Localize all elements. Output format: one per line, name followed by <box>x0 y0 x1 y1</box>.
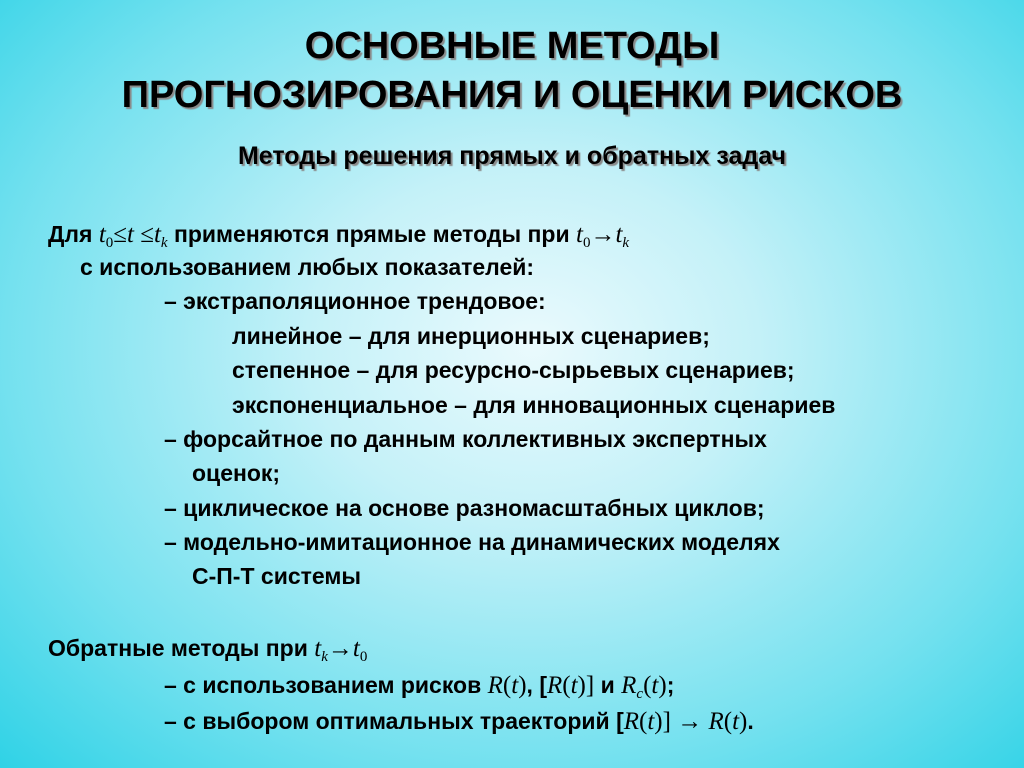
inverse-trajectories <box>164 706 754 737</box>
t-symbol: t <box>732 708 740 735</box>
risks-prefix: – с использованием рисков <box>164 672 488 698</box>
method-cyclic: – циклическое на основе разномасштабных циклов; <box>164 495 765 521</box>
t-symbol: t <box>615 221 623 248</box>
zero-subscript: 0 <box>105 235 114 251</box>
open-paren: ( <box>643 672 652 699</box>
method-extrapolation: – экстраполяционное трендовое: <box>164 288 546 314</box>
t-symbol: t <box>576 221 583 248</box>
arrow-symbol: → <box>327 635 353 662</box>
title-line-2: ПРОГНОЗИРОВАНИЯ И ОЦЕНКИ РИСКОВ <box>121 74 903 116</box>
close-paren: ) <box>577 672 586 699</box>
k-subscript: k <box>622 235 630 251</box>
r-symbol: R <box>708 708 724 735</box>
open-paren: ( <box>562 672 571 699</box>
t-symbol: t <box>647 708 655 735</box>
inverse-prefix: Обратные методы при <box>48 635 315 661</box>
inverse-risks <box>164 670 674 709</box>
t-symbol: t <box>352 635 360 662</box>
and-word: и <box>594 672 622 698</box>
k-subscript: k <box>321 649 328 665</box>
direct-prefix: Для <box>48 221 99 247</box>
r-symbol: R <box>623 708 640 735</box>
t-symbol: t <box>127 221 134 248</box>
method-linear: линейное – для инерционных сценариев; <box>232 323 710 349</box>
t-symbol: t <box>314 635 322 662</box>
le-symbol: ≤ <box>140 221 154 248</box>
inverse-methods-intro <box>48 633 367 672</box>
t-symbol: t <box>570 672 578 699</box>
close-bracket: ] <box>662 708 671 735</box>
semicolon: ; <box>666 672 675 698</box>
zero-subscript: 0 <box>359 649 368 665</box>
slide-title <box>0 22 1024 120</box>
comma: , <box>526 672 540 698</box>
arrow-symbol: → <box>670 708 709 735</box>
r-symbol: R <box>487 672 503 699</box>
method-power: степенное – для ресурсно-сырьевых сценариев; <box>232 357 795 383</box>
zero-subscript: 0 <box>582 235 591 251</box>
k-subscript: k <box>160 235 168 251</box>
le-symbol: ≤ <box>113 221 127 248</box>
close-paren: ) <box>654 708 663 735</box>
close-paren: ) <box>739 708 748 735</box>
method-exponential: экспоненциальное – для инновационных сценариев <box>232 392 836 418</box>
method-modeling-2: С-П-Т системы <box>192 563 362 589</box>
close-paren: ) <box>658 672 667 699</box>
t-symbol: t <box>651 672 659 699</box>
t-symbol: t <box>98 221 106 248</box>
close-paren: ) <box>518 672 527 699</box>
method-foresight-2: оценок; <box>192 460 281 486</box>
r-symbol: R <box>546 672 563 699</box>
slide-subtitle: Методы решения прямых и обратных задач <box>237 142 787 170</box>
open-bracket: [ <box>539 672 547 698</box>
trajectories-prefix: – с выбором оптимальных траекторий <box>164 708 617 734</box>
t-symbol: t <box>511 672 519 699</box>
method-foresight-1: – форсайтное по данным коллективных экспертных <box>164 426 767 452</box>
method-modeling-1: – модельно-имитационное на динамических моделях <box>164 529 780 555</box>
close-bracket: ] <box>585 672 595 699</box>
open-paren: ( <box>502 672 512 699</box>
period: . <box>747 708 754 734</box>
direct-middle: применяются прямые методы при <box>167 221 576 247</box>
open-bracket: [ <box>616 708 624 734</box>
open-paren: ( <box>639 708 648 735</box>
t-symbol: t <box>153 221 161 248</box>
r-symbol: R <box>621 672 637 699</box>
title-line-1: ОСНОВНЫЕ МЕТОДЫ <box>304 25 720 67</box>
open-paren: ( <box>723 708 733 735</box>
c-subscript: c <box>636 686 644 702</box>
direct-line-2: с использованием любых показателей: <box>80 254 535 280</box>
arrow-symbol: → <box>590 221 616 248</box>
